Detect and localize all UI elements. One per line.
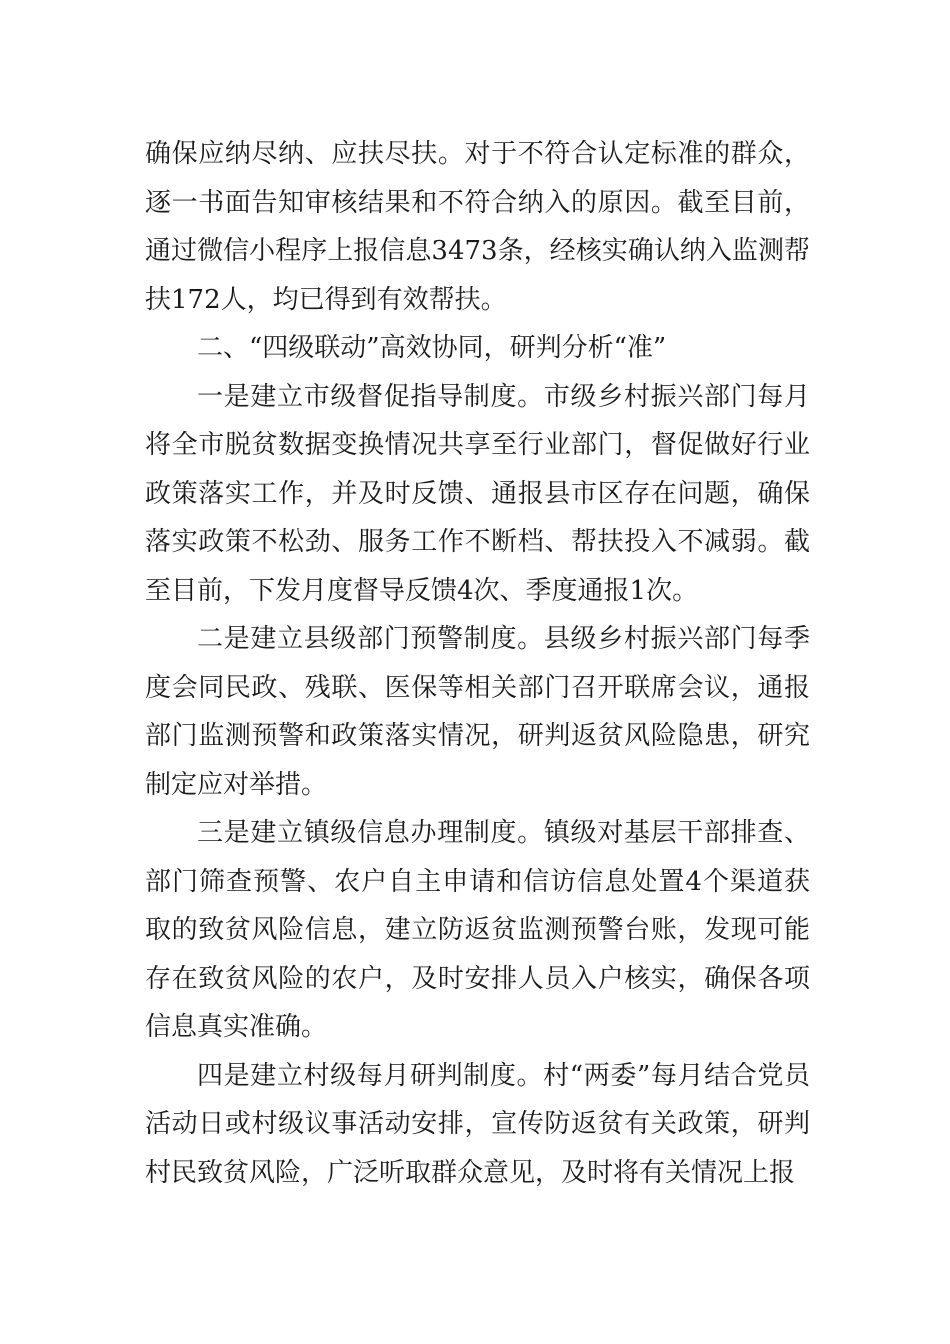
paragraph-village-level: 四是建立村级每月研判制度。村“两委”每月结合党员活动日或村级议事活动安排，宣传防返贫有关政策，研判村民致贫风险，广泛听取群众意见，及时将有关情况上报 — [145, 1060, 810, 1188]
section-heading: 二、“四级联动”高效协同，研判分析“准” — [197, 333, 667, 363]
paragraph-city-level: 一是建立市级督促指导制度。市级乡村振兴部门每月将全市脱贫数据变换情况共享至行业部门，督促做好行业政策落实工作，并及时反馈、通报县市区存在问题，确保落实政策不松劲、服务工作不断档、帮扶投入不减弱。截至目前，下发月度督导反馈4次、季度通报1次。 — [145, 381, 810, 606]
paragraph-county-level: 二是建立县级部门预警制度。县级乡村振兴部门每季度会同民政、残联、医保等相关部门召开联席会议，通报部门监测预警和政策落实情况，研判返贫风险隐患，研究制定应对举措。 — [145, 624, 810, 800]
paragraph-continuation: 确保应纳尽纳、应扶尽扶。对于不符合认定标准的群众，逐一书面告知审核结果和不符合纳入的原因。截至目前，通过微信小程序上报信息3473条，经核实确认纳入监测帮扶172人，均已得到有效帮扶。 — [145, 139, 810, 315]
document-body — [145, 130, 810, 1197]
paragraph-town-level: 三是建立镇级信息办理制度。镇级对基层干部排查、部门筛查预警、农户自主申请和信访信息处置4个渠道获取的致贫风险信息，建立防返贫监测预警台账，发现可能存在致贫风险的农户，及时安排人员入户核实，确保各项信息真实准确。 — [145, 818, 810, 1042]
